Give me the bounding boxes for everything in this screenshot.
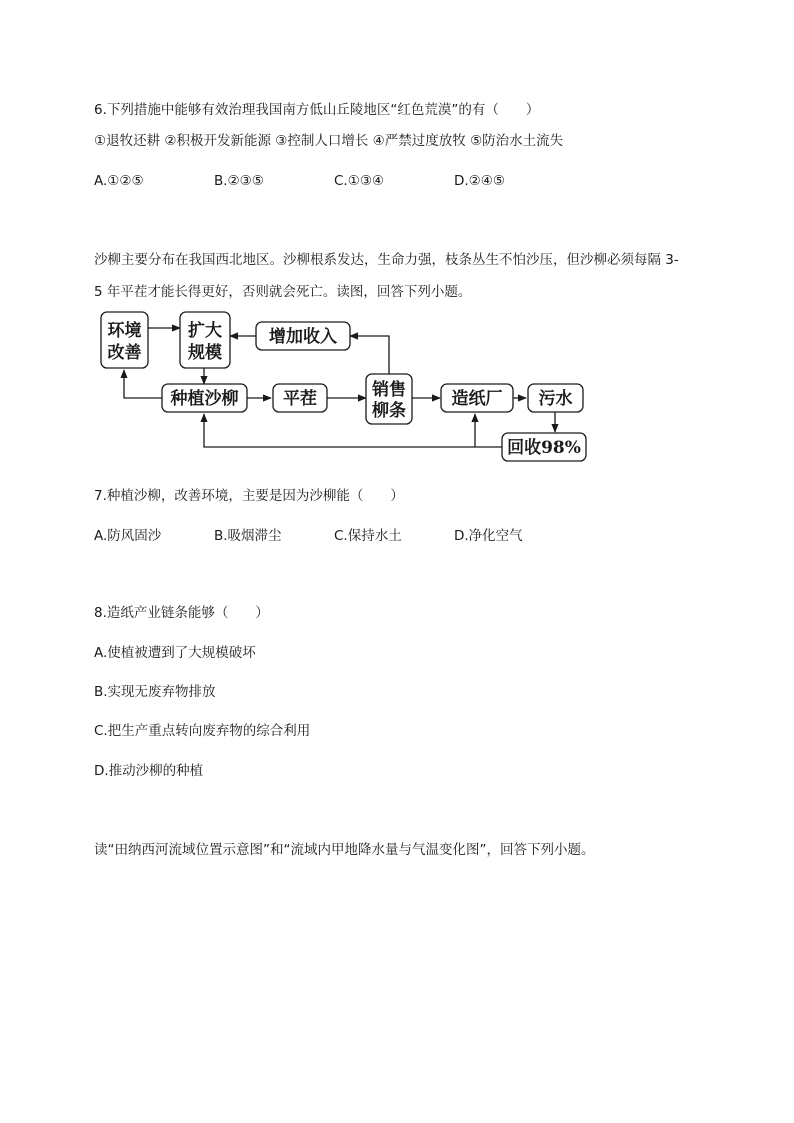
label-sewage: 污水: [538, 389, 573, 409]
question-9-intro: 读“田纳西河流域位置示意图”和“流域内甲地降水量与气温变化图”，回答下列小题。: [94, 842, 595, 858]
question-7-option-b: B.吸烟滞尘: [214, 528, 282, 544]
label-sell-2: 柳条: [372, 401, 406, 421]
question-8-option-a: A.使植被遭到了大规模破坏: [94, 645, 256, 661]
question-7-stem: 7.种植沙柳，改善环境，主要是因为沙柳能（ ）: [94, 488, 404, 504]
label-plant: 种植沙柳: [170, 389, 239, 409]
question-7-option-a: A.防风固沙: [94, 528, 162, 544]
question-8-option-c: C.把生产重点转向废弃物的综合利用: [94, 723, 311, 739]
question-6-option-b: B.②③⑤: [214, 173, 264, 189]
sand-willow-flow-diagram: [0, 0, 794, 480]
label-cut: 平茬: [283, 389, 317, 409]
question-8-stem: 8.造纸产业链条能够（ ）: [94, 605, 269, 621]
question-7-option-c: C.保持水土: [334, 528, 402, 544]
label-environment-1: 环境: [107, 321, 142, 341]
question-8-option-d: D.推动沙柳的种植: [94, 763, 204, 779]
label-paper: 造纸厂: [451, 389, 503, 409]
question-6-statements: ①退牧还耕 ②积极开发新能源 ③控制人口增长 ④严禁过度放牧 ⑤防治水土流失: [94, 133, 564, 149]
question-6-stem: 6.下列措施中能够有效治理我国南方低山丘陵地区“红色荒漠”的有（ ）: [94, 102, 540, 118]
question-7-option-d: D.净化空气: [454, 528, 523, 544]
label-sell-1: 销售: [372, 380, 406, 400]
passage-line-1: 沙柳主要分布在我国西北地区。沙柳根系发达，生命力强，枝条丛生不怕沙压，但沙柳必须每隔 3-: [94, 252, 679, 268]
label-expand-2: 规模: [188, 343, 222, 363]
question-6-option-d: D.②④⑤: [454, 173, 505, 189]
question-6-option-c: C.①③④: [334, 173, 385, 189]
question-8-option-b: B.实现无废弃物排放: [94, 684, 216, 700]
label-expand-1: 扩大: [188, 321, 222, 341]
label-environment-2: 改善: [107, 343, 142, 363]
label-recycle: 回收98%: [507, 438, 581, 458]
label-income: 增加收入: [269, 327, 337, 347]
passage-line-2: 5 年平茬才能长得更好，否则就会死亡。读图，回答下列小题。: [94, 284, 472, 300]
question-6-option-a: A.①②⑤: [94, 173, 144, 189]
